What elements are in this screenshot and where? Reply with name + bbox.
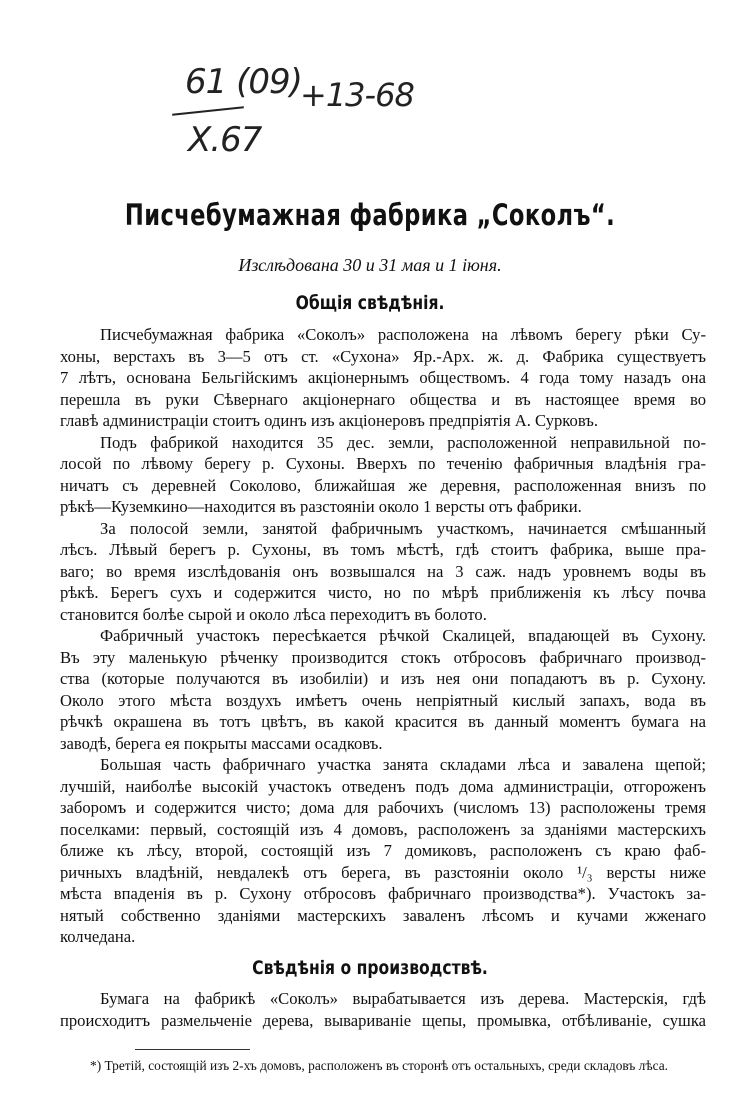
text-line: перешла въ руки Сѣвернаго акціонернаго общества и въ настоящее время во xyxy=(60,389,706,409)
section-general-body xyxy=(60,324,706,948)
footnote-divider xyxy=(135,1049,250,1050)
text-line: поселками: первый, состоящій изъ 4 домовъ, расположенъ за зданіями мастерскихъ xyxy=(60,819,706,839)
document-subtitle: Изслѣдована 30 и 31 мая и 1 іюня. xyxy=(238,255,502,275)
text-line: ничатъ съ деревней Соколово, ближайшая же деревня, расположенная внизъ по xyxy=(60,475,706,495)
text-line: лѣсъ. Лѣвый берегъ р. Сухоны, въ томъ мѣстѣ, гдѣ стоитъ фабрика, выше пра- xyxy=(60,540,706,559)
text-line: хоны, верстахъ въ 3—5 отъ ст. «Сухона» Яр.-Арх. ж. д. Фабрика существуетъ xyxy=(60,346,706,366)
text-line: лосой по лѣвому берегу р. Сухоны. Вверхъ по теченію фабричныя владѣнія гра- xyxy=(60,454,706,473)
text-line: ближе къ лѣсу, второй, состоящій изъ 7 домиковъ, расположенъ съ краю фаб- xyxy=(60,841,706,860)
text-line: Подъ фабрикой находится 35 дес. земли, расположенной неправильной по- xyxy=(100,432,706,452)
handwritten-note-right: +13-68 xyxy=(300,76,414,114)
paragraph xyxy=(60,988,706,1031)
paragraph xyxy=(60,432,706,518)
handwritten-fraction-line xyxy=(172,106,244,116)
footnote: *) Третій, состоящій изъ 2-хъ домовъ, расположенъ въ сторонѣ отъ остальныхъ, среди складовъ лѣса. xyxy=(90,1058,669,1073)
text-line: рѣчкѣ окрашена въ тотъ цвѣтъ, въ какой красится въ данный моментъ бумага на xyxy=(60,712,706,731)
text-line: Писчебумажная фабрика «Соколъ» расположена на лѣвомъ берегу рѣки Су- xyxy=(100,325,706,344)
text-line: заборомъ и содержится чисто; дома для рабочихъ (числомъ 13) расположены тремя xyxy=(60,798,706,817)
text-line: рѣкѣ—Куземкино—находится въ разстояніи около 1 версты отъ фабрики. xyxy=(60,497,582,516)
text-line: Большая часть фабричнаго участка занята складами лѣса и завалена щепой; xyxy=(100,755,706,774)
paragraph xyxy=(60,324,706,432)
paragraph xyxy=(60,518,706,626)
text-line: заводѣ, берега ея покрыты массами осадковъ. xyxy=(60,733,383,753)
text-line: Бумага на фабрикѣ «Соколъ» вырабатывается изъ дерева. Мастерскія, гдѣ xyxy=(100,989,706,1008)
paragraph xyxy=(60,754,706,948)
paragraph xyxy=(60,625,706,754)
document-title: Писчебумажная фабрика „Соколъ“. xyxy=(124,198,616,232)
text-line: мѣста впаденія въ р. Сухону отбросовъ фабричнаго производства*). Участокъ за- xyxy=(60,884,706,903)
handwritten-note-bottom: X.67 xyxy=(188,120,262,160)
text-line: ричныхъ владѣній, невдалекѣ отъ берега, въ разстояніи около ¹/₃ версты ниже xyxy=(60,862,706,882)
text-line: ваго; во время изслѣдованія онъ возвышался на 3 саж. надъ уровнемъ воды въ xyxy=(60,561,706,581)
text-line: становится болѣе сырой и около лѣса переходитъ въ болото. xyxy=(60,604,487,624)
text-line: Около этого мѣста воздухъ имѣетъ очень непріятный кислый запахъ, вода въ xyxy=(60,690,706,710)
text-line: главѣ администраціи стоитъ одинъ изъ акціонеровъ предпріятія А. Сурковъ. xyxy=(60,411,598,430)
text-line: За полосой земли, занятой фабричнымъ участкомъ, начинается смѣшанный xyxy=(100,518,706,538)
text-line: лучшій, наиболѣе высокій участокъ отведенъ подъ дома администраціи, отгороженъ xyxy=(60,776,706,796)
text-line: происходитъ размельченіе дерева, вывариваніе щепы, промывка, отбѣливаніе, сушка xyxy=(60,1010,706,1030)
section-heading-production: Свѣдѣнія о производствѣ. xyxy=(252,957,488,979)
text-line: 7 лѣтъ, основана Бельгійскимъ акціонернымъ обществомъ. 4 года тому назадъ она xyxy=(60,368,706,387)
section-heading-general: Общія свѣдѣнія. xyxy=(295,292,445,314)
text-line: Фабричный участокъ пересѣкается рѣчкой Скалицей, впадающей въ Сухону. xyxy=(100,626,706,645)
handwritten-note-top: 61 (09) xyxy=(185,62,302,102)
text-line: рѣкѣ. Берегъ сухъ и содержится чисто, но по мѣрѣ приближенія къ лѣсу почва xyxy=(60,583,706,602)
text-line: нятый собственно зданіями мастерскихъ заваленъ лѣсомъ и кучами жженаго xyxy=(60,905,706,925)
text-line: ства (которые получаются въ изобиліи) и изъ нея они попадаютъ въ р. Сухону. xyxy=(60,669,706,688)
section-production-body xyxy=(60,988,706,1031)
text-line: колчедана. xyxy=(60,927,136,946)
text-line: Въ эту маленькую рѣченку производится стокъ отбросовъ фабричнаго производ- xyxy=(60,647,706,667)
